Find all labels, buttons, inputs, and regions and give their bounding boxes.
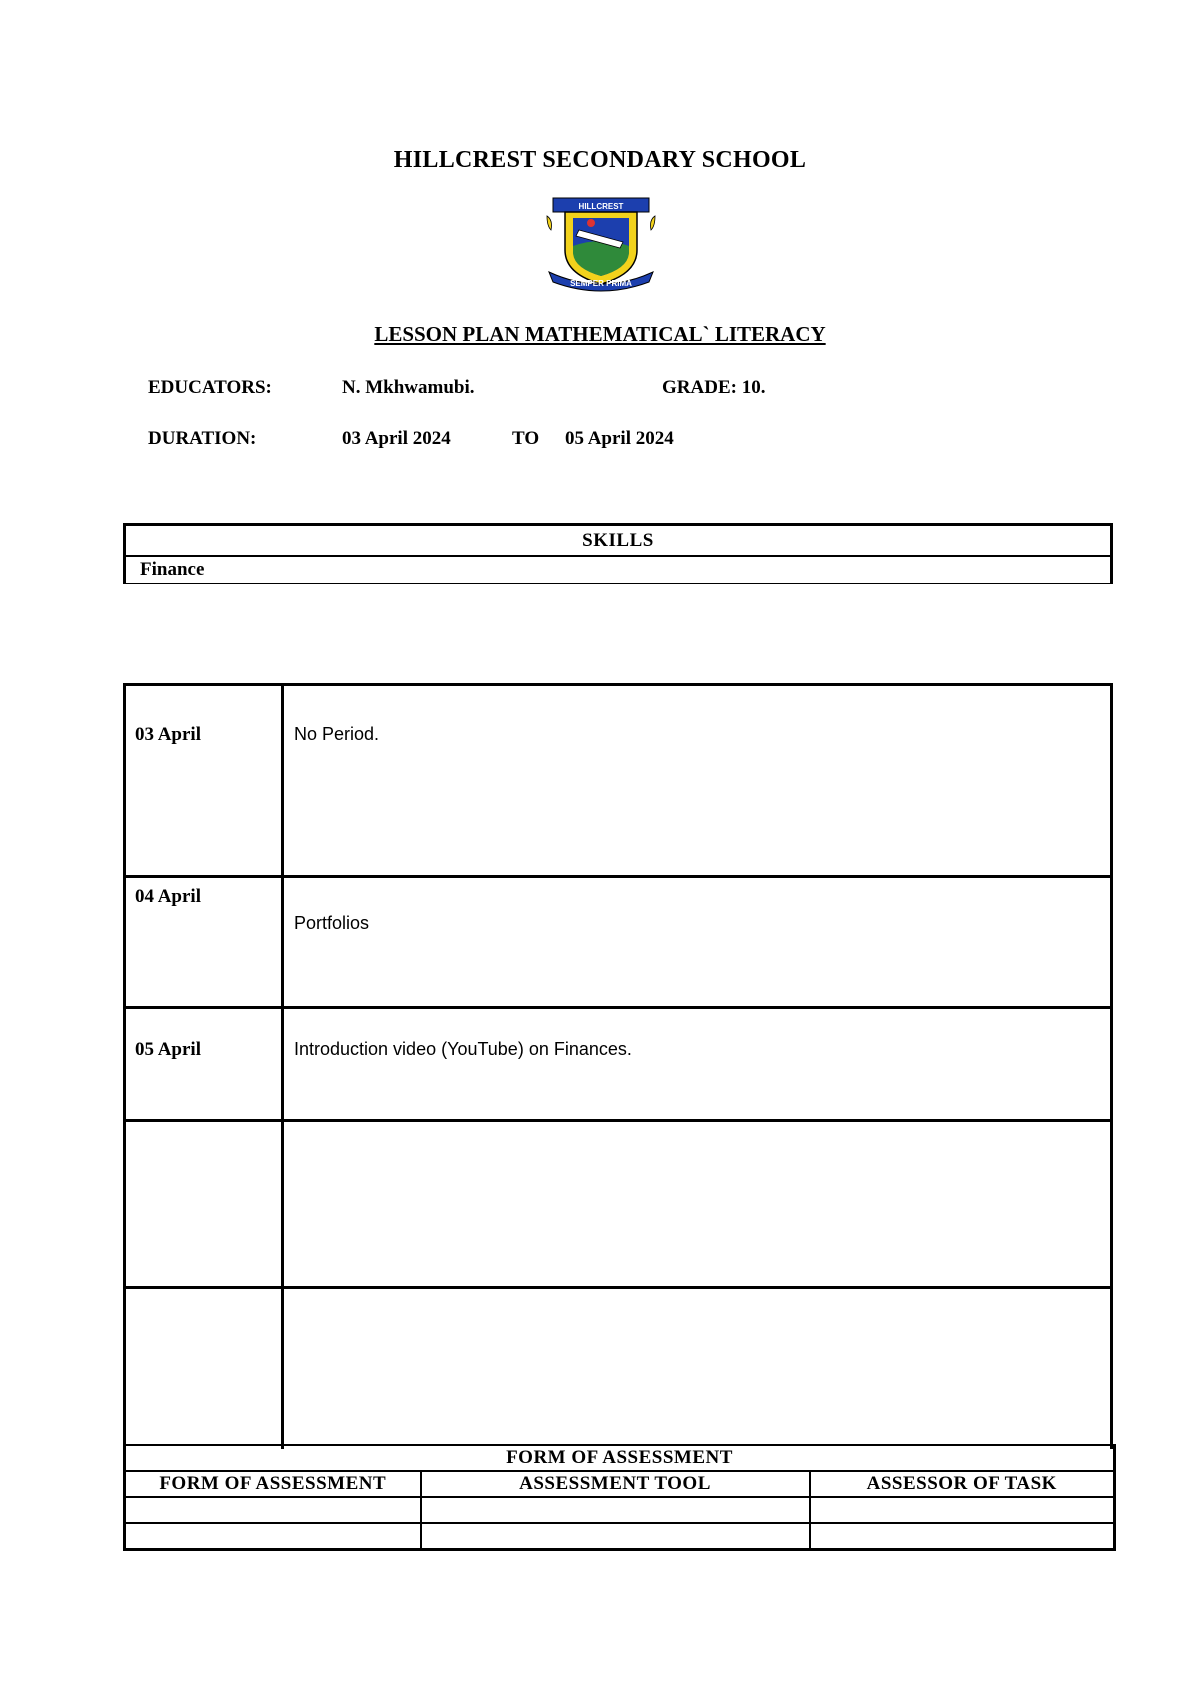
assessment-cell[interactable] — [810, 1523, 1115, 1550]
assessment-table — [123, 1444, 1116, 1551]
lesson-day: 05 April — [125, 1008, 283, 1121]
lesson-row — [125, 1121, 1112, 1288]
skills-header: SKILLS — [125, 525, 1112, 557]
lesson-row — [125, 1288, 1112, 1449]
lesson-plan-title: LESSON PLAN MATHEMATICAL` LITERACY — [374, 322, 826, 346]
table-row — [125, 1497, 1115, 1523]
duration-from: 03 April 2024 — [342, 428, 451, 449]
skills-value: Finance — [125, 556, 1112, 584]
lesson-day: 03 April — [125, 685, 283, 877]
lesson-row — [125, 877, 1112, 1008]
table-row — [125, 1523, 1115, 1550]
assessment-cell[interactable] — [421, 1523, 810, 1550]
lesson-day: 04 April — [125, 877, 283, 1008]
crest-motto-text: SEMPER PRIMA — [570, 279, 632, 288]
lesson-row — [125, 1008, 1112, 1121]
grade-label: GRADE: 10. — [662, 377, 766, 398]
lesson-day — [125, 1121, 283, 1288]
assessment-cell[interactable] — [125, 1523, 421, 1550]
lesson-activity — [283, 1121, 1112, 1288]
lesson-day — [125, 1288, 283, 1449]
skills-table — [123, 523, 1113, 584]
duration-to-word: TO — [512, 428, 540, 449]
school-crest-logo — [543, 196, 659, 294]
crest-banner-text: HILLCREST — [578, 202, 624, 211]
educators-label: EDUCATORS: — [148, 377, 272, 398]
duration-label: DURATION: — [148, 428, 257, 449]
lesson-activity: No Period. — [283, 685, 1112, 877]
school-name: HILLCREST SECONDARY SCHOOL — [393, 147, 807, 173]
assessment-col-assessor: ASSESSOR OF TASK — [810, 1471, 1115, 1497]
assessment-title: FORM OF ASSESSMENT — [125, 1445, 1115, 1471]
educators-value: N. Mkhwamubi. — [342, 377, 475, 398]
lesson-activity — [283, 1288, 1112, 1449]
assessment-cell[interactable] — [125, 1497, 421, 1523]
lesson-row — [125, 685, 1112, 877]
duration-to: 05 April 2024 — [565, 428, 674, 449]
lesson-schedule-table — [123, 683, 1113, 1449]
assessment-cell[interactable] — [810, 1497, 1115, 1523]
assessment-cell[interactable] — [421, 1497, 810, 1523]
lesson-activity: Portfolios — [283, 877, 1112, 1008]
assessment-col-tool: ASSESSMENT TOOL — [421, 1471, 810, 1497]
lesson-activity: Introduction video (YouTube) on Finances. — [283, 1008, 1112, 1121]
assessment-col-form: FORM OF ASSESSMENT — [125, 1471, 421, 1497]
